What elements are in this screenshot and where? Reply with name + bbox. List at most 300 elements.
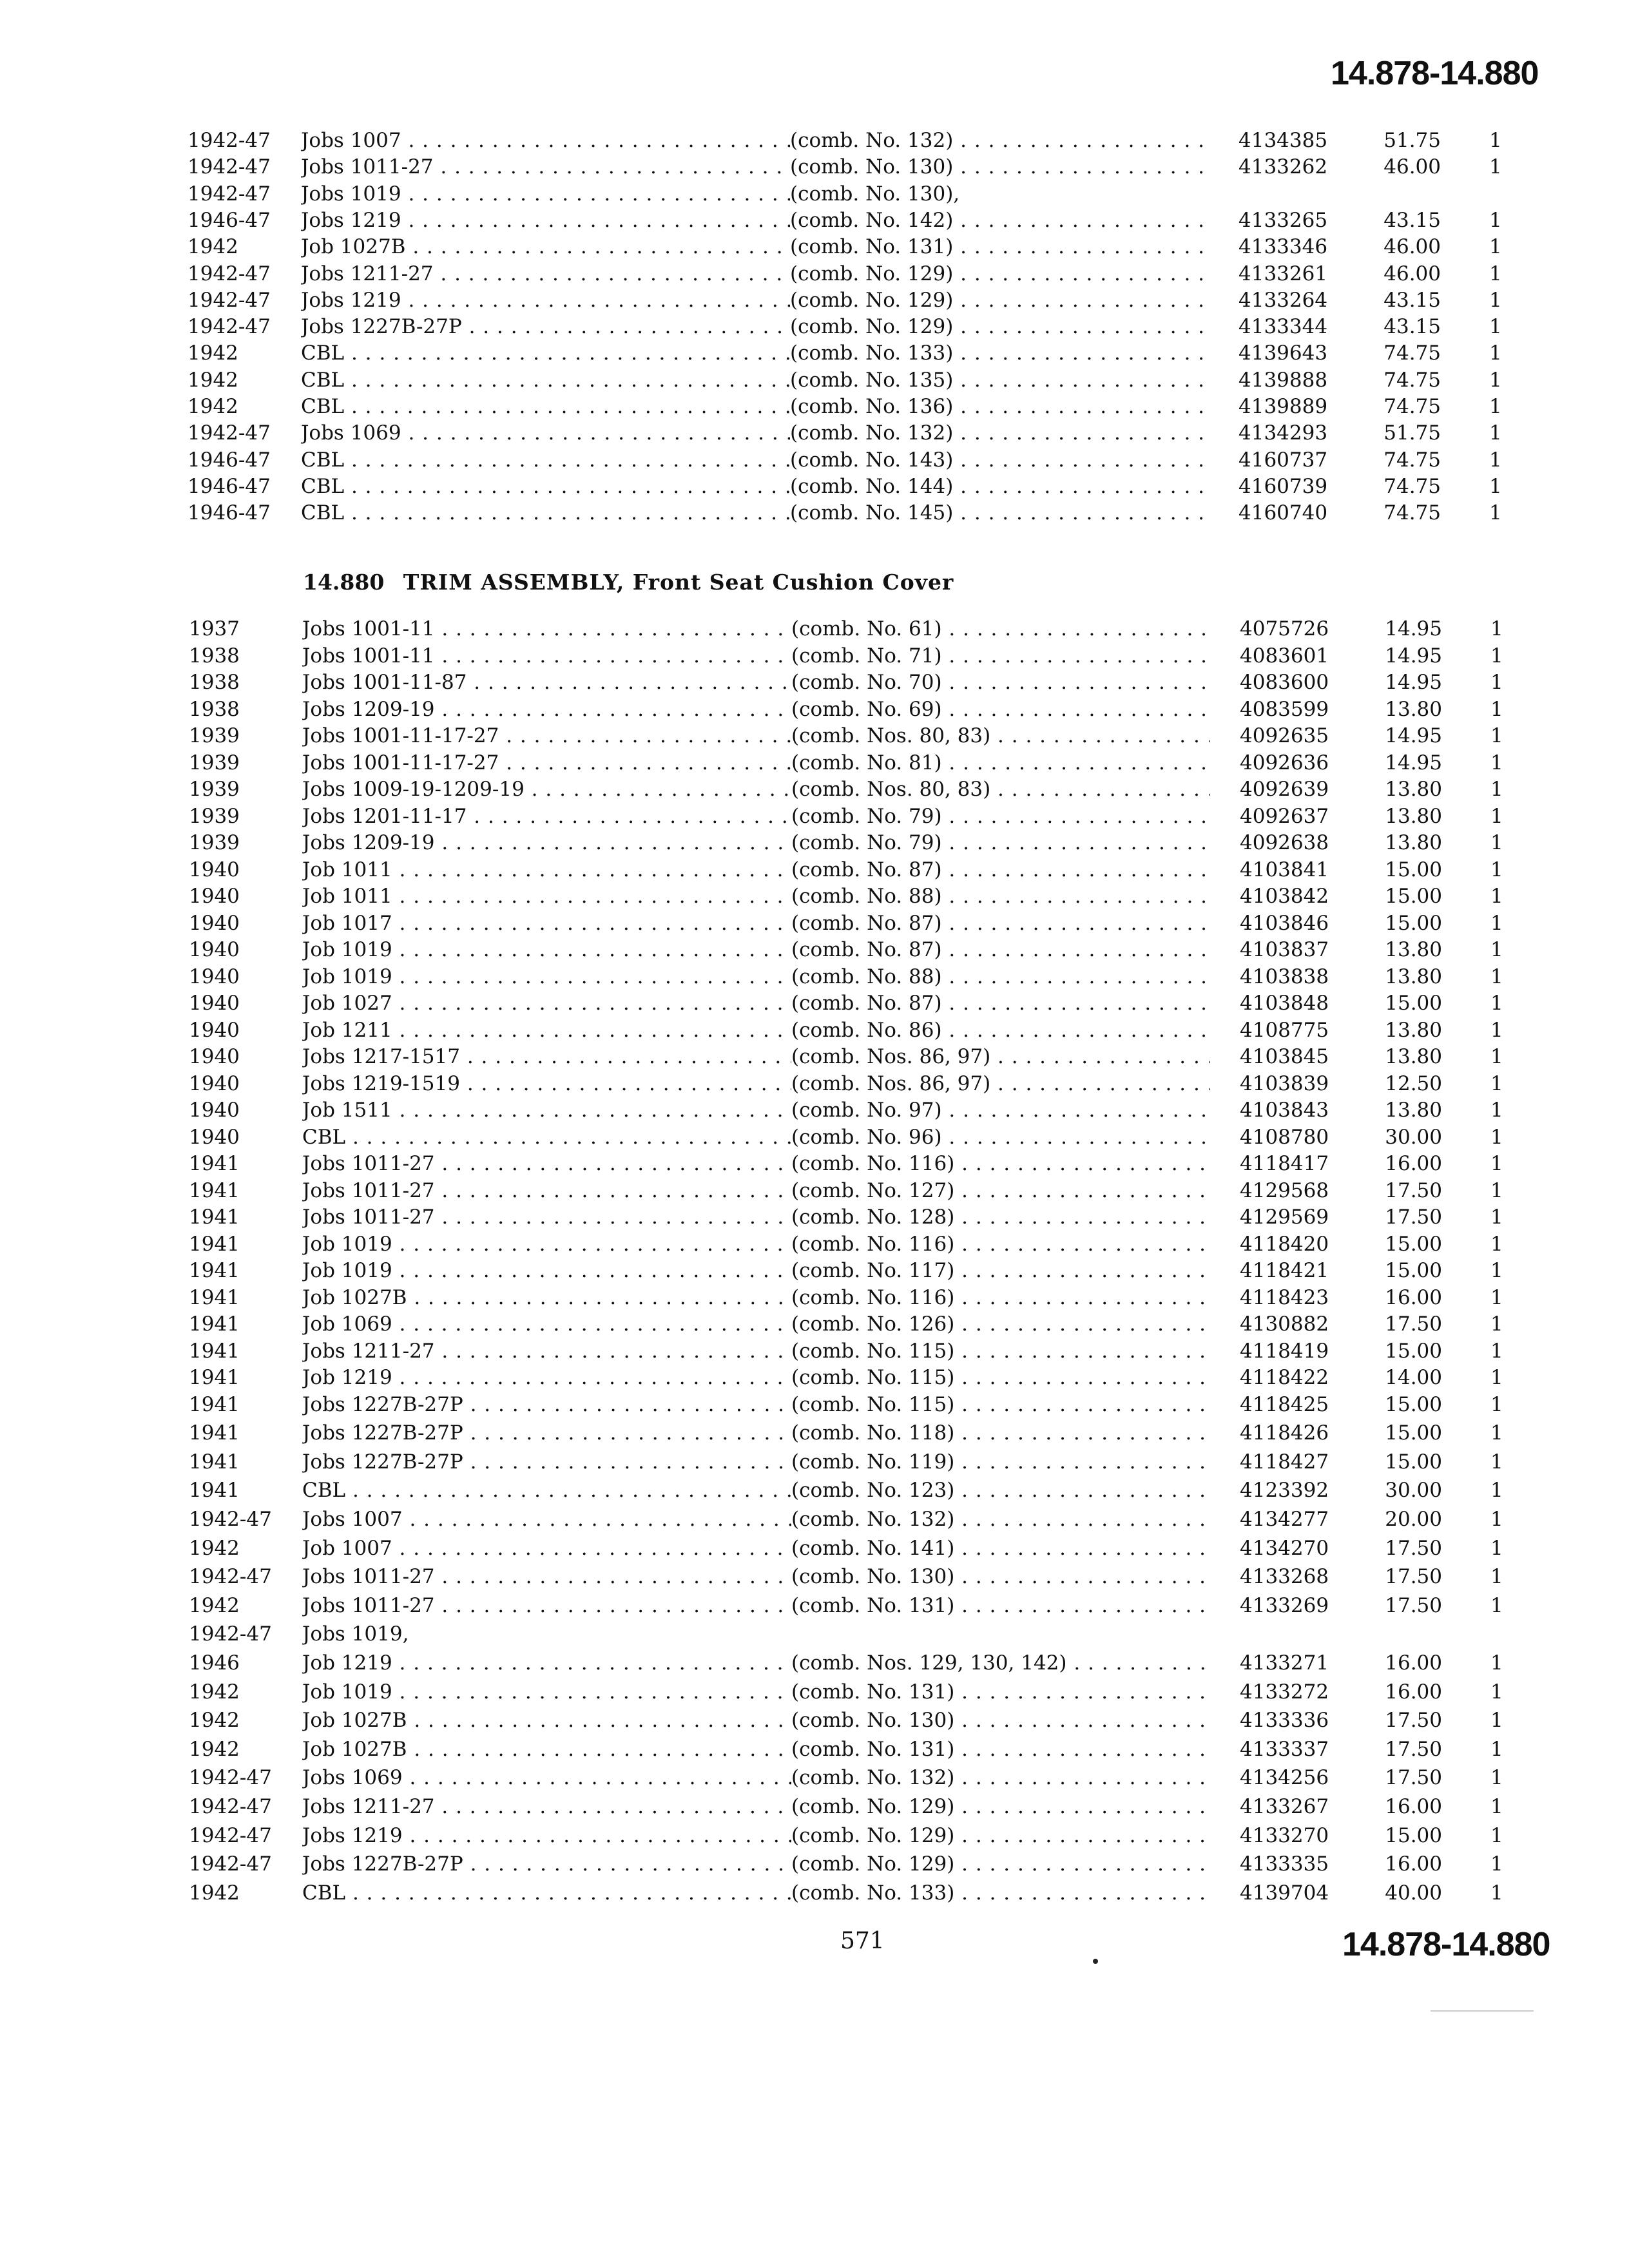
cell-part-number: 4103839	[1240, 1072, 1329, 1095]
cell-job: Job 1011 . . .	[302, 883, 831, 909]
leader-dots	[954, 1824, 1210, 1847]
cell-price: 13.80	[1385, 1099, 1442, 1122]
cell-quantity: 1	[1490, 1206, 1503, 1229]
cell-quantity: 1	[1490, 1125, 1503, 1149]
cell-combination: (comb. No. 131) . . .	[791, 1736, 1210, 1762]
cell-combination: (comb. No. 127) . . .	[791, 1178, 1210, 1204]
cell-job: Jobs 1007 . . .	[301, 128, 829, 153]
cell-part-number: 4129568	[1240, 1178, 1329, 1202]
leader-dots	[954, 1312, 1210, 1336]
cell-year: 1946-47	[188, 474, 271, 498]
cell-part-number: 4118425	[1240, 1392, 1329, 1416]
leader-dots	[954, 1366, 1210, 1389]
cell-year: 1941	[189, 1366, 240, 1389]
cell-combination: (comb. No. 141) . . .	[791, 1535, 1210, 1561]
cell-job: Jobs 1209-19 . . .	[302, 697, 831, 722]
cell-combination: (comb. No. 128) . . .	[791, 1204, 1210, 1230]
table-row	[189, 1097, 1574, 1123]
cell-part-number: 4075726	[1240, 617, 1329, 640]
leader-dots	[392, 1259, 831, 1282]
cell-job: Job 1219 . . .	[302, 1650, 831, 1676]
cell-part-number: 4103837	[1240, 938, 1329, 961]
cell-year: 1942	[188, 395, 238, 418]
cell-quantity: 1	[1489, 421, 1502, 445]
cell-combination: (comb. No. 129) . . .	[791, 1794, 1210, 1820]
leader-dots	[462, 315, 829, 338]
page-number: 571	[840, 1928, 885, 1954]
cell-combination: (comb. No. 61) . . .	[791, 616, 1210, 642]
cell-year: 1941	[189, 1450, 240, 1474]
cell-job: Jobs 1227B-27P . . .	[302, 1851, 831, 1877]
leader-dots	[942, 671, 1210, 694]
leader-dots	[1067, 1651, 1211, 1675]
cell-job: CBL . . .	[302, 1477, 831, 1503]
table-row	[189, 1679, 1574, 1705]
leader-dots	[990, 1072, 1210, 1095]
leader-dots	[345, 1479, 831, 1502]
cell-price: 74.75	[1383, 474, 1441, 498]
cell-combination: (comb. No. 133) . . .	[790, 340, 1209, 366]
leader-dots	[392, 912, 831, 935]
table-row	[189, 1449, 1574, 1475]
leader-dots	[435, 1206, 831, 1229]
table-row	[189, 1071, 1574, 1097]
cell-part-number: 4134277	[1240, 1507, 1329, 1531]
cell-part-number: 4133344	[1239, 315, 1328, 339]
cell-part-number: 4139889	[1239, 395, 1328, 418]
leader-dots	[435, 617, 831, 640]
cell-combination: (comb. No. 144) . . .	[790, 474, 1209, 499]
cell-quantity: 1	[1490, 1737, 1503, 1761]
cell-price: 14.95	[1385, 644, 1442, 668]
cell-quantity: 1	[1489, 474, 1502, 498]
cell-price: 20.00	[1385, 1507, 1442, 1531]
cell-year: 1941	[189, 1421, 240, 1445]
leader-dots	[407, 1738, 831, 1761]
cell-quantity: 1	[1490, 1507, 1503, 1531]
cell-job: Jobs 1011-27 . . .	[302, 1204, 831, 1230]
cell-year: 1942-47	[188, 262, 271, 285]
leader-dots	[407, 1286, 831, 1309]
cell-job: Job 1011 . . .	[302, 857, 831, 883]
cell-price: 17.50	[1385, 1312, 1442, 1336]
cell-year: 1941	[189, 1232, 240, 1256]
cell-price: 30.00	[1385, 1125, 1442, 1149]
cell-part-number: 4133336	[1240, 1709, 1329, 1733]
table-row	[189, 1285, 1574, 1311]
leader-dots	[434, 262, 829, 285]
cell-job: CBL . . .	[301, 447, 829, 473]
table-row	[188, 128, 1573, 153]
cell-job: Jobs 1227B-27P . . .	[301, 314, 829, 340]
cell-price: 16.00	[1385, 1152, 1442, 1175]
cell-combination: (comb. No. 130),	[790, 182, 960, 206]
cell-combination: (comb. No. 132) . . .	[791, 1506, 1210, 1532]
leader-dots	[401, 289, 829, 312]
cell-quantity: 1	[1490, 1072, 1503, 1095]
cell-quantity: 1	[1490, 697, 1503, 721]
cell-part-number: 4118423	[1240, 1285, 1329, 1309]
leader-dots	[953, 369, 1209, 392]
cell-combination: (comb. No. 119) . . .	[791, 1449, 1210, 1475]
cell-quantity: 1	[1489, 288, 1502, 312]
leader-dots	[942, 617, 1210, 640]
cell-quantity: 1	[1490, 1259, 1503, 1282]
table-row	[189, 1044, 1574, 1070]
cell-year: 1938	[189, 671, 240, 694]
cell-combination: (comb. No. 87) . . .	[791, 990, 1210, 1016]
cell-price: 74.75	[1383, 341, 1441, 365]
cell-job: Jobs 1001-11 . . .	[302, 616, 831, 642]
leader-dots	[392, 885, 831, 908]
cell-combination: (comb. No. 129) . . .	[790, 314, 1209, 340]
cell-year: 1942	[188, 341, 238, 365]
cell-year: 1940	[189, 858, 240, 881]
leader-dots	[405, 235, 829, 258]
cell-price: 74.75	[1383, 395, 1441, 418]
cell-year: 1941	[189, 1206, 240, 1229]
cell-part-number: 4103842	[1240, 885, 1329, 908]
cell-job: Jobs 1001-11-17-27 . . .	[302, 750, 831, 776]
cell-quantity: 1	[1490, 1392, 1503, 1416]
cell-part-number: 4133268	[1240, 1565, 1329, 1589]
cell-quantity: 1	[1490, 724, 1503, 747]
table-row	[188, 394, 1573, 419]
cell-part-number: 4129569	[1240, 1206, 1329, 1229]
cell-price: 74.75	[1383, 501, 1441, 525]
table-row	[189, 1365, 1574, 1390]
cell-job: Job 1511 . . .	[302, 1097, 831, 1123]
cell-job: Jobs 1007 . . .	[302, 1506, 831, 1532]
cell-quantity: 1	[1490, 992, 1503, 1015]
cell-year: 1940	[189, 1072, 240, 1095]
cell-combination: (comb. No. 79) . . .	[791, 830, 1210, 856]
cell-combination: (comb. No. 96) . . .	[791, 1124, 1210, 1150]
table-row	[189, 1178, 1574, 1204]
cell-part-number: 4139643	[1239, 341, 1328, 365]
leader-dots	[344, 395, 829, 418]
leader-dots	[954, 1233, 1210, 1256]
cell-price: 14.95	[1385, 751, 1442, 774]
leader-dots	[401, 209, 829, 232]
leader-dots	[954, 1594, 1210, 1617]
table-row	[188, 420, 1573, 446]
cell-combination: (comb. No. 130) . . .	[790, 154, 1209, 180]
cell-part-number: 4133271	[1240, 1651, 1329, 1675]
cell-year: 1942	[189, 1709, 240, 1733]
cell-year: 1940	[189, 1045, 240, 1068]
leader-dots	[942, 912, 1210, 935]
table-row	[188, 367, 1573, 393]
table-row	[189, 830, 1574, 856]
cell-price: 15.00	[1385, 1232, 1442, 1256]
cell-combination: (comb. No. 87) . . .	[791, 937, 1210, 963]
cell-job: Job 1007 . . .	[302, 1535, 831, 1561]
cell-part-number: 4139704	[1240, 1881, 1329, 1905]
leader-dots	[525, 778, 831, 801]
cell-quantity: 1	[1490, 1366, 1503, 1389]
cell-job: Job 1019 . . .	[302, 964, 831, 990]
cell-job: Job 1027B . . .	[302, 1285, 831, 1311]
cell-combination: (comb. No. 136) . . .	[790, 394, 1209, 419]
cell-quantity: 1	[1490, 1794, 1503, 1818]
leader-dots	[392, 858, 831, 881]
table-row	[188, 340, 1573, 366]
table-row	[189, 697, 1574, 722]
cell-quantity: 1	[1489, 368, 1502, 392]
leader-dots	[463, 1450, 831, 1474]
cell-price: 15.00	[1385, 1823, 1442, 1847]
cell-year: 1942-47	[189, 1507, 272, 1531]
cell-job: Job 1027B . . .	[302, 1736, 831, 1762]
leader-dots	[953, 209, 1209, 232]
cell-part-number: 4134385	[1239, 129, 1328, 152]
cell-combination: (comb. No. 131) . . .	[790, 234, 1209, 260]
cell-part-number: 4133337	[1240, 1737, 1329, 1761]
cell-job: Job 1017 . . .	[302, 910, 831, 936]
cell-job: Jobs 1217-1517 . . .	[302, 1044, 831, 1070]
cell-part-number: 4092636	[1240, 751, 1329, 774]
cell-price: 16.00	[1385, 1651, 1442, 1675]
cell-year: 1942-47	[189, 1852, 272, 1876]
leader-dots	[942, 1126, 1210, 1149]
cell-combination: (comb. No. 115) . . .	[791, 1392, 1210, 1418]
cell-combination: (comb. Nos. 80, 83) . . .	[791, 723, 1210, 749]
table-row	[188, 207, 1573, 233]
leader-dots	[954, 1738, 1210, 1761]
table-row	[189, 1311, 1574, 1337]
cell-year: 1942-47	[188, 129, 271, 152]
leader-dots	[499, 724, 831, 747]
cell-job: Job 1019 . . .	[302, 937, 831, 963]
cell-job: Job 1019 . . .	[302, 1258, 831, 1283]
cell-quantity: 1	[1490, 751, 1503, 774]
leader-dots	[434, 155, 829, 178]
cell-part-number: 4133335	[1240, 1852, 1329, 1876]
cell-job: CBL . . .	[301, 500, 829, 526]
leader-dots	[954, 1179, 1210, 1202]
cell-part-number: 4118420	[1240, 1232, 1329, 1256]
cell-combination: (comb. No. 87) . . .	[791, 857, 1210, 883]
cell-job: Jobs 1219 . . .	[301, 207, 829, 233]
leader-dots	[990, 1045, 1210, 1068]
leader-dots	[954, 1709, 1210, 1732]
cell-part-number: 4108775	[1240, 1018, 1329, 1042]
scan-mark	[1431, 2010, 1534, 2012]
cell-quantity: 1	[1489, 501, 1502, 525]
leader-dots	[344, 369, 829, 392]
cell-quantity: 1	[1490, 1045, 1503, 1068]
table-row	[188, 287, 1573, 313]
leader-dots	[942, 1019, 1210, 1042]
cell-price: 15.00	[1385, 992, 1442, 1015]
cell-year: 1938	[189, 644, 240, 668]
leader-dots	[344, 448, 829, 472]
cell-quantity: 1	[1490, 1766, 1503, 1790]
leader-dots	[435, 644, 831, 668]
cell-combination: (comb. No. 135) . . .	[790, 367, 1209, 393]
cell-combination: (comb. No. 86) . . .	[791, 1017, 1210, 1043]
cell-quantity: 1	[1489, 235, 1502, 259]
cell-combination: (comb. Nos. 86, 97) . . .	[791, 1071, 1210, 1097]
cell-job: Jobs 1211-27 . . .	[302, 1794, 831, 1820]
leader-dots	[954, 1421, 1210, 1445]
table-row	[189, 1621, 1574, 1647]
leader-dots	[392, 1651, 831, 1675]
table-row	[189, 1338, 1574, 1364]
cell-part-number: 4134256	[1240, 1766, 1329, 1790]
cell-quantity: 1	[1489, 262, 1502, 285]
cell-year: 1942-47	[189, 1766, 272, 1790]
print-speck	[1093, 1959, 1098, 1964]
cell-combination: (comb. No. 132) . . .	[790, 128, 1209, 153]
cell-part-number: 4133346	[1239, 235, 1328, 259]
leader-dots	[954, 1565, 1210, 1588]
leader-dots	[401, 421, 829, 445]
cell-year: 1940	[189, 1099, 240, 1122]
leader-dots	[942, 965, 1210, 988]
cell-price: 12.50	[1385, 1072, 1442, 1095]
cell-year: 1941	[189, 1312, 240, 1336]
cell-part-number: 4130882	[1240, 1312, 1329, 1336]
cell-part-number: 4123392	[1240, 1479, 1329, 1503]
table-row	[188, 500, 1573, 526]
leader-dots	[953, 475, 1209, 498]
table-row	[188, 261, 1573, 287]
cell-price: 43.15	[1383, 315, 1441, 339]
table-row	[189, 1231, 1574, 1257]
cell-price: 14.00	[1385, 1366, 1442, 1389]
leader-dots	[953, 155, 1209, 178]
leader-dots	[435, 1565, 831, 1588]
table-row	[188, 314, 1573, 340]
leader-dots	[392, 1680, 831, 1704]
cell-year: 1941	[189, 1392, 240, 1416]
leader-dots	[467, 671, 831, 694]
cell-combination: (comb. No. 81) . . .	[791, 750, 1210, 776]
cell-price: 14.95	[1385, 617, 1442, 640]
cell-price: 43.15	[1383, 208, 1441, 232]
leader-dots	[954, 1852, 1210, 1876]
cell-job: Jobs 1227B-27P . . .	[302, 1420, 831, 1446]
cell-price: 15.00	[1385, 1392, 1442, 1416]
cell-quantity: 1	[1490, 1709, 1503, 1733]
cell-quantity: 1	[1490, 1018, 1503, 1042]
leader-dots	[345, 1881, 831, 1905]
cell-combination: (comb. Nos. 129, 130, 142) . . .	[791, 1650, 1210, 1676]
cell-price: 17.50	[1385, 1766, 1442, 1790]
cell-job: Jobs 1011-27 . . .	[302, 1564, 831, 1590]
cell-price: 46.00	[1383, 262, 1441, 285]
leader-dots	[942, 751, 1210, 774]
cell-job: Jobs 1069 . . .	[302, 1765, 831, 1791]
cell-job: CBL . . .	[302, 1880, 831, 1906]
table-row	[189, 937, 1574, 963]
cell-price: 17.50	[1385, 1737, 1442, 1761]
cell-part-number: 4133272	[1240, 1680, 1329, 1704]
cell-quantity: 1	[1490, 1593, 1503, 1617]
table-row	[189, 1506, 1574, 1532]
table-row	[189, 1564, 1574, 1590]
cell-quantity: 1	[1490, 1285, 1503, 1309]
table-row	[189, 1593, 1574, 1619]
table-row	[189, 1736, 1574, 1762]
cell-quantity: 1	[1489, 155, 1502, 179]
leader-dots	[435, 1152, 831, 1175]
cell-part-number: 4083599	[1240, 697, 1329, 721]
cell-year: 1940	[189, 965, 240, 988]
cell-combination: (comb. No. 131) . . .	[791, 1593, 1210, 1619]
cell-year: 1939	[189, 751, 240, 774]
leader-dots	[942, 858, 1210, 881]
cell-price: 15.00	[1385, 858, 1442, 881]
cell-combination: (comb. No. 130) . . .	[791, 1564, 1210, 1590]
cell-quantity: 1	[1490, 1479, 1503, 1503]
table-row	[189, 669, 1574, 695]
cell-year: 1940	[189, 992, 240, 1015]
table-row	[189, 1151, 1574, 1177]
cell-part-number: 4133262	[1239, 155, 1328, 179]
cell-price: 16.00	[1385, 1285, 1442, 1309]
cell-year: 1942	[189, 1536, 240, 1560]
table-row	[189, 723, 1574, 749]
leader-dots	[463, 1852, 831, 1876]
cell-job: Jobs 1009-19-1209-19 . . .	[302, 776, 831, 802]
cell-combination: (comb. No. 97) . . .	[791, 1097, 1210, 1123]
cell-part-number: 4103843	[1240, 1099, 1329, 1122]
cell-year: 1941	[189, 1152, 240, 1175]
table-row	[189, 1851, 1574, 1877]
cell-price: 15.00	[1385, 1259, 1442, 1282]
cell-combination: (comb. No. 145) . . .	[790, 500, 1209, 526]
table-row	[188, 447, 1573, 473]
cell-part-number: 4103848	[1240, 992, 1329, 1015]
cell-job: Jobs 1219 . . .	[302, 1823, 831, 1849]
leader-dots	[954, 1766, 1210, 1789]
cell-quantity: 1	[1489, 448, 1502, 472]
cell-combination: (comb. No. 118) . . .	[791, 1420, 1210, 1446]
leader-dots	[392, 1312, 831, 1336]
leader-dots	[954, 1393, 1210, 1416]
cell-part-number: 4134293	[1239, 421, 1328, 445]
cell-combination: (comb. No. 129) . . .	[790, 261, 1209, 287]
cell-quantity: 1	[1490, 617, 1503, 640]
cell-quantity: 1	[1490, 1450, 1503, 1474]
leader-dots	[954, 1206, 1210, 1229]
cell-quantity: 1	[1489, 395, 1502, 418]
cell-quantity: 1	[1490, 911, 1503, 935]
cell-year: 1939	[189, 778, 240, 801]
cell-part-number: 4133264	[1239, 288, 1328, 312]
leader-dots	[392, 1233, 831, 1256]
cell-year: 1941	[189, 1479, 240, 1503]
leader-dots	[460, 1045, 831, 1068]
cell-quantity: 1	[1490, 1680, 1503, 1704]
table-row	[189, 1124, 1574, 1150]
table-row	[189, 1535, 1574, 1561]
cell-year: 1942	[189, 1881, 240, 1905]
cell-price: 15.00	[1385, 1339, 1442, 1363]
cell-year: 1940	[189, 1125, 240, 1149]
table-row	[189, 1880, 1574, 1906]
cell-combination: (comb. No. 71) . . .	[791, 643, 1210, 669]
cell-price: 46.00	[1383, 235, 1441, 259]
leader-dots	[392, 1366, 831, 1389]
leader-dots	[392, 1019, 831, 1042]
leader-dots	[954, 1450, 1210, 1474]
cell-job: Jobs 1019,	[302, 1622, 409, 1646]
cell-quantity: 1	[1490, 804, 1503, 828]
